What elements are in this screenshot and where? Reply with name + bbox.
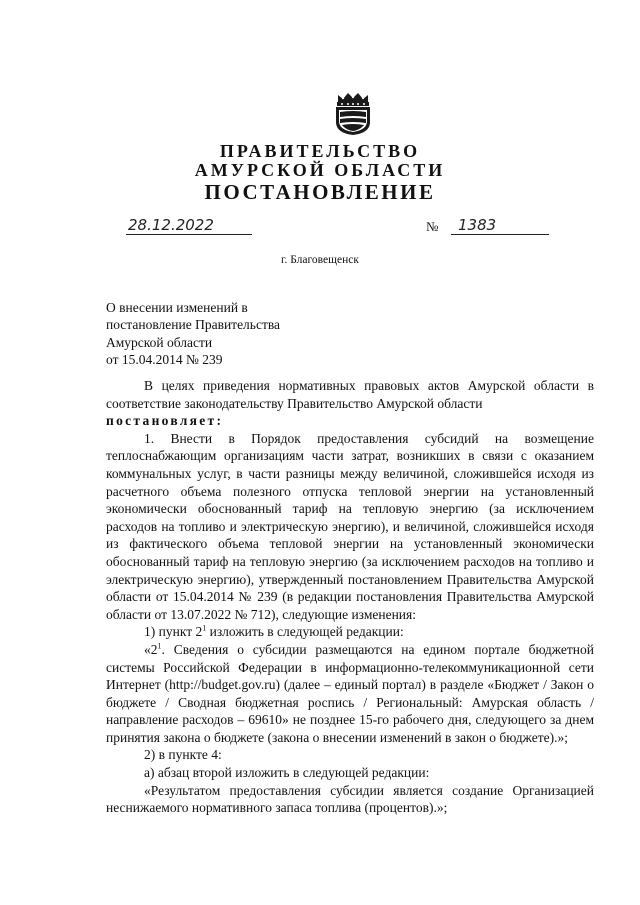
subject-line: постановление Правительства — [106, 317, 281, 333]
city: г. Благовещенск — [281, 254, 359, 266]
subitem-2a: а) абзац второй изложить в следующей редакции: — [144, 765, 430, 781]
preamble: В целях приведения нормативных правовых актов Амурской области в соответствие законодательству Правительство Амурской области — [106, 378, 594, 411]
document-type: ПОСТАНОВЛЕНИЕ — [204, 180, 436, 204]
subitem-1-text: 1) пункт 2 — [144, 624, 203, 640]
org-name-line2: АМУРСКОЙ ОБЛАСТИ — [194, 160, 446, 180]
quote-1-start: «2 — [144, 641, 158, 657]
resolves-word: постановляет: — [106, 413, 224, 429]
document-body — [106, 377, 594, 817]
quote-paragraph-1 — [106, 641, 594, 747]
quote-paragraph-2: «Результатом предоставления субсидии является создание Организацией неснижаемого нормативного запаса топлива (процентов).»; — [106, 782, 594, 816]
subitem-2: 2) в пункте 4: — [144, 747, 222, 763]
quote-1-text: . Сведения о субсидии размещаются на едином портале бюджетной системы Российской Федерации в информационно-телекоммуникационной сети Интернет (http://budget.gov.ru) (далее – единый портал) в разделе «Бюджет / Закон о бюджете / Сводная бюджетная роспись / Региональный: Амурская область / направление расходов – 69610» не позднее 15-го рабочего дня, следующего за днем принятия закона о бюджете (закона о внесении изменений в закон о бюджете).»; — [106, 641, 594, 745]
number-underline — [451, 234, 549, 235]
date-underline — [126, 234, 252, 235]
document-number: 1383 — [458, 216, 497, 234]
org-name-line1: ПРАВИТЕЛЬСТВО — [219, 141, 421, 161]
superscript: 1 — [157, 641, 162, 651]
subitem-1 — [106, 623, 594, 641]
number-sign: № — [426, 219, 439, 234]
amur-region-coat-of-arms-icon — [332, 90, 374, 136]
subject-line: от 15.04.2014 № 239 — [106, 352, 223, 368]
subitem-1-text-end: изложить в следующей редакции: — [206, 624, 404, 640]
document-date: 28.12.2022 — [128, 216, 214, 234]
subject-line: Амурской области — [106, 334, 213, 350]
subject-block — [106, 299, 280, 369]
subject-line: О внесении изменений в — [106, 300, 248, 315]
item-1: 1. Внести в Порядок предоставления субсидий на возмещение теплоснабжающим организациям части затрат, возникших в связи с оказанием коммунальных услуг, в части разницы между величиной, сложившейся исходя из расчетного объема полезного отпуска тепловой энергии на установленный экономически обоснованный тариф на тепловую энергию (за исключением расходов на топливо и электрическую энергию), и величиной, сложившейся исходя из фактического объема тепловой энергии на установленный экономически обоснованный тариф на тепловую энергию (за исключением расходов на топливо и электрическую энергию), утвержденный постановлением Правительства Амурской области от 15.04.2014 № 239 (в редакции постановления Правительства Амурской области от 13.07.2022 № 712), следующие изменения: — [106, 430, 594, 622]
superscript: 1 — [202, 623, 207, 633]
